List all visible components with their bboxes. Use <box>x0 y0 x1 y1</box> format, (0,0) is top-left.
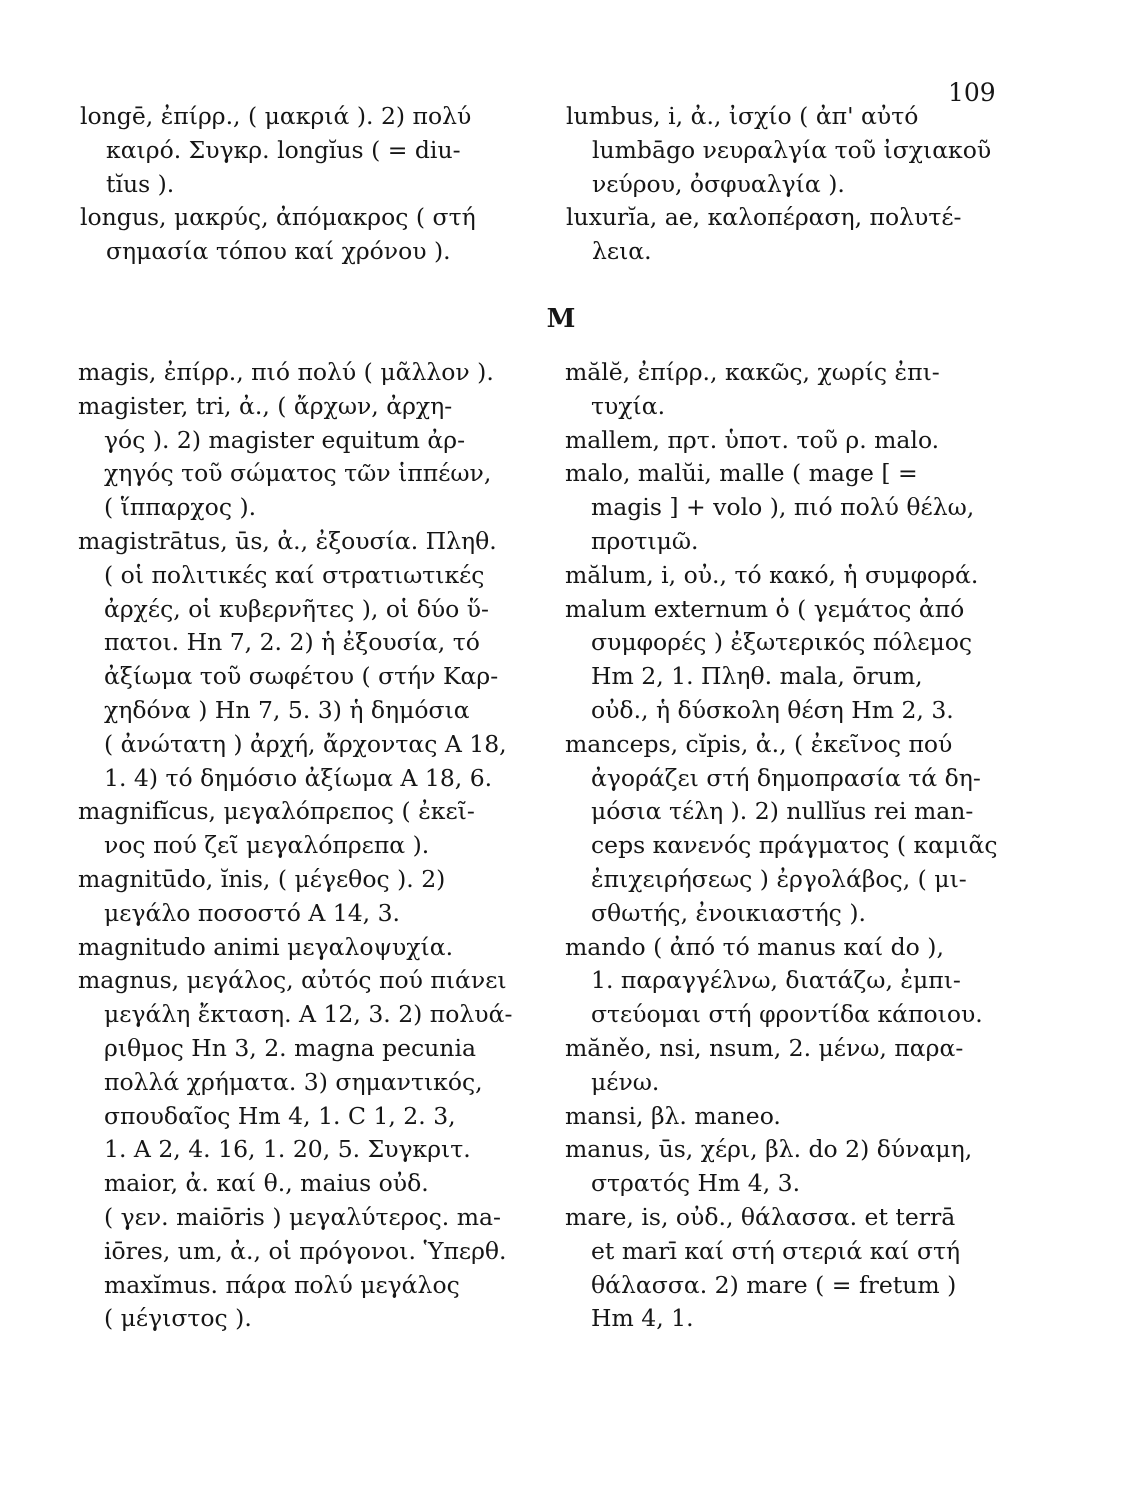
entry-continuation-line: maxĭmus. πάρα πολύ μεγάλος <box>104 1270 460 1299</box>
entry-continuation-line: νεύρου, ὀσφυαλγία ). <box>592 169 845 198</box>
entry-continuation-line: ( μέγιστος ). <box>104 1304 252 1333</box>
entry-continuation-line: ceps κανενός πράγματος ( καμιᾶς <box>591 831 998 860</box>
dictionary-entry <box>78 931 540 965</box>
entry-continuation-line: μένω. <box>591 1067 660 1096</box>
entry-continuation-line: iōres, um, ἀ., οἱ πρόγονοι. Ὑπερθ. <box>104 1236 507 1265</box>
left-column-top <box>80 100 540 269</box>
entry-continuation-line: maior, ἀ. καί θ., maius οὐδ. <box>104 1169 429 1198</box>
entry-continuation-line: χηγός τοῦ σώματος τῶν ἱππέων, <box>104 459 492 488</box>
entry-continuation-line: χηδόνα ) Hn 7, 5. 3) ἡ δημόσια <box>104 695 470 724</box>
entry-headline: mălum, i, οὐ., τό κακό, ἡ συμφορά. <box>565 560 979 589</box>
entry-continuation-line: ἐπιχειρήσεως ) ἐργολάβος, ( μι- <box>591 864 967 893</box>
dictionary-entry <box>566 201 996 269</box>
dictionary-entry <box>78 964 540 1336</box>
entry-continuation-line: ἀξίωμα τοῦ σωφέτου ( στήν Καρ- <box>104 662 499 691</box>
entry-continuation-line: συμφορές ) ἐξωτερικός πόλεμος <box>591 628 973 657</box>
entry-continuation-line: καιρό. Συγκρ. longĭus ( = diu- <box>106 135 461 164</box>
entry-continuation-line: ἀρχές, οἱ κυβερνῆτες ), οἱ δύο ὕ- <box>104 594 489 623</box>
entry-headline: magnitudo animi μεγαλοψυχία. <box>78 932 454 961</box>
section-letter-heading: M <box>546 304 576 334</box>
entry-continuation-line: οὐδ., ἡ δύσκολη θέση Hm 2, 3. <box>591 695 954 724</box>
dictionary-entry <box>565 559 997 593</box>
entry-headline: mando ( ἀπό τό manus καί do ), <box>565 932 944 961</box>
dictionary-entry <box>565 1032 997 1100</box>
entry-continuation-line: μεγάλη ἔκταση. A 12, 3. 2) πολυά- <box>104 1000 513 1029</box>
entry-headline: lumbus, i, ἀ., ἰσχίο ( ἀπ' αὐτό <box>566 102 919 130</box>
entry-continuation-line: ριθμος Hn 3, 2. magna pecunia <box>104 1033 476 1062</box>
entry-continuation-line: 1. 4) τό δημόσιο ἀξίωμα A 18, 6. <box>104 763 493 792</box>
dictionary-entry <box>78 390 540 525</box>
entry-headline: longus, μακρύς, ἀπόμακρος ( στή <box>80 203 476 232</box>
dictionary-entry <box>78 356 540 390</box>
entry-continuation-line: στρατός Hm 4, 3. <box>591 1169 801 1198</box>
dictionary-entry <box>566 100 996 201</box>
entry-continuation-line: et marī καί στή στεριά καί στή <box>591 1236 961 1265</box>
entry-continuation-line: lumbāgo νευραλγία τοῦ ἰσχιακοῦ <box>592 135 992 164</box>
entry-continuation-line: γός ). 2) magister equitum ἀρ- <box>104 425 466 454</box>
entry-continuation-line: λεια. <box>592 237 652 266</box>
entry-headline: mallem, πρτ. ὑποτ. τοῦ ρ. malo. <box>565 425 940 454</box>
dictionary-entry <box>565 356 997 424</box>
dictionary-entry <box>80 201 540 269</box>
entry-headline: luxurĭa, ae, καλοπέραση, πολυτέ- <box>566 203 962 232</box>
dictionary-entry <box>565 457 997 558</box>
entry-continuation-line: tĭus ). <box>106 169 175 198</box>
entry-headline: malum externum ὁ ( γεμάτος ἀπό <box>565 594 965 623</box>
entry-headline: malo, malŭi, malle ( mage [ = <box>565 459 918 488</box>
entry-headline: magister, tri, ἀ., ( ἄρχων, ἀρχη- <box>78 391 453 420</box>
entry-continuation-line: μεγάλο ποσοστό A 14, 3. <box>104 898 401 927</box>
entry-continuation-line: πολλά χρήματα. 3) σημαντικός, <box>104 1067 483 1096</box>
entry-continuation-line: ἀγοράζει στή δημοπρασία τά δη- <box>591 763 981 792</box>
entry-headline: magnitūdo, ĭnis, ( μέγεθος ). 2) <box>78 864 446 893</box>
dictionary-entry <box>78 795 540 863</box>
entry-headline: manceps, cĭpis, ἀ., ( ἐκεῖνος πού <box>565 729 953 758</box>
entry-continuation-line: 1. A 2, 4. 16, 1. 20, 5. Συγκριτ. <box>104 1135 471 1164</box>
dictionary-entry <box>565 1201 997 1336</box>
entry-continuation-line: ( οἱ πολιτικές καί στρατιωτικές <box>104 560 485 589</box>
entry-continuation-line: σθωτής, ἐνοικιαστής ). <box>591 898 866 927</box>
dictionary-entry <box>565 593 997 728</box>
entry-continuation-line: Hm 2, 1. Πληθ. mala, ōrum, <box>591 662 923 691</box>
right-column-top <box>566 100 996 269</box>
entry-continuation-line: προτιμῶ. <box>591 526 699 555</box>
dictionary-entry <box>80 100 540 201</box>
entry-headline: magis, ἐπίρρ., πιό πολύ ( μᾶλλον ). <box>78 358 494 386</box>
dictionary-entry <box>78 525 540 795</box>
entry-headline: manus, ūs, χέρι, βλ. do 2) δύναμη, <box>565 1135 973 1164</box>
dictionary-entry <box>565 424 997 458</box>
left-column-main <box>78 356 540 1336</box>
dictionary-entry <box>565 931 997 1032</box>
entry-headline: mansi, βλ. maneo. <box>565 1101 781 1130</box>
entry-headline: magnifĭcus, μεγαλόπρεπος ( ἐκεῖ- <box>78 797 475 826</box>
page-number: 109 <box>948 78 996 107</box>
entry-headline: magistrātus, ūs, ἀ., ἐξουσία. Πληθ. <box>78 526 497 555</box>
entry-continuation-line: magis ] + volo ), πιό πολύ θέλω, <box>591 493 975 522</box>
entry-continuation-line: σημασία τόπου καί χρόνου ). <box>106 237 451 266</box>
entry-continuation-line: ( γεν. maiōris ) μεγαλύτερος. ma- <box>104 1202 501 1231</box>
dictionary-entry <box>565 728 997 931</box>
entry-continuation-line: ( ἵππαρχος ). <box>104 493 257 522</box>
dictionary-entry <box>78 863 540 931</box>
entry-headline: măněo, nsi, nsum, 2. μένω, παρα- <box>565 1033 964 1062</box>
dictionary-entry <box>565 1100 997 1134</box>
entry-continuation-line: θάλασσα. 2) mare ( = fretum ) <box>591 1270 957 1299</box>
entry-continuation-line: 1. παραγγέλνω, διατάζω, ἐμπι- <box>591 966 961 995</box>
entry-continuation-line: Hm 4, 1. <box>591 1304 694 1333</box>
entry-continuation-line: σπουδαῖος Hm 4, 1. C 1, 2. 3, <box>104 1101 456 1130</box>
dictionary-entry <box>565 1133 997 1201</box>
entry-headline: mare, is, οὐδ., θάλασσα. et terrā <box>565 1202 956 1231</box>
entry-headline: magnus, μεγάλος, αὐτός πού πιάνει <box>78 966 507 995</box>
entry-continuation-line: τυχία. <box>591 391 666 420</box>
entry-continuation-line: στεύομαι στή φροντίδα κάποιου. <box>591 1000 983 1029</box>
entry-continuation-line: πατοι. Hn 7, 2. 2) ἡ ἐξουσία, τό <box>104 628 480 657</box>
right-column-main <box>565 356 997 1336</box>
entry-continuation-line: μόσια τέλη ). 2) nullĭus rei man- <box>591 797 974 826</box>
entry-headline: mălĕ, ἐπίρρ., κακῶς, χωρίς ἐπι- <box>565 358 940 386</box>
entry-continuation-line: νος πού ζεῖ μεγαλόπρεπα ). <box>104 831 430 860</box>
entry-headline: longē, ἐπίρρ., ( μακριά ). 2) πολύ <box>80 102 472 130</box>
entry-continuation-line: ( ἀνώτατη ) ἀρχή, ἄρχοντας A 18, <box>104 729 507 758</box>
